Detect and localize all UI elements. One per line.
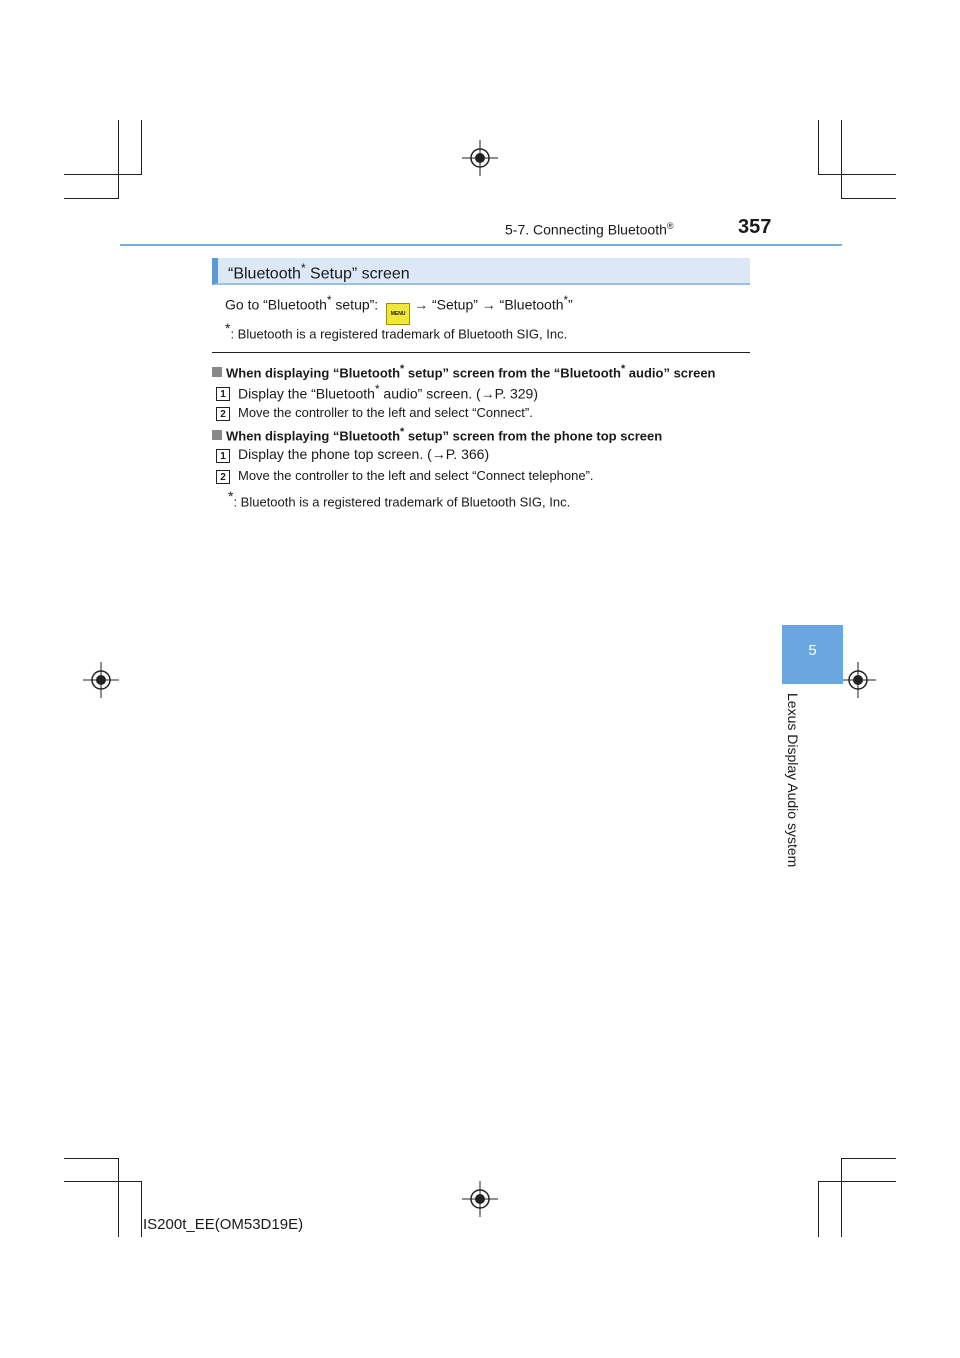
section-title: 5-7. Connecting Bluetooth [505, 221, 667, 238]
crop-mark [64, 198, 119, 199]
crop-mark [841, 120, 842, 199]
step-text: Move the controller to the left and select “Connect”. [238, 405, 533, 420]
divider [212, 352, 750, 353]
registered-mark: ® [666, 221, 674, 231]
crop-mark [64, 1158, 119, 1159]
registration-mark-icon [83, 662, 119, 698]
chapter-label: Lexus Display Audio system [785, 693, 801, 868]
crop-mark [818, 1181, 896, 1182]
subsection-heading: When displaying “Bluetooth* setup” screen from the phone top screen [212, 426, 662, 443]
step-text: Move the controller to the left and select “Connect telephone”. [238, 468, 594, 483]
chapter-tab [782, 625, 843, 684]
step-number: 1 [216, 449, 230, 463]
crop-mark [118, 1158, 119, 1237]
square-bullet-icon [212, 367, 222, 377]
intro-instruction: Go to “Bluetooth* setup”: MENU→ “Setup” → “Bluetooth*” [225, 294, 573, 325]
page-number: 357 [738, 216, 772, 238]
step-number: 2 [216, 407, 230, 421]
crop-mark [141, 1181, 142, 1237]
crop-mark [818, 1181, 819, 1237]
step-text: Display the “Bluetooth* audio” screen. (→P. 329) [238, 383, 539, 402]
registration-mark-icon [840, 662, 876, 698]
header-rule [120, 244, 842, 246]
document-code: IS200t_EE(OM53D19E) [143, 1216, 304, 1233]
page-title: “Bluetooth* Setup” screen [228, 261, 410, 283]
menu-button-icon: MENU [386, 303, 410, 325]
step-text: Display the phone top screen. (→P. 366) [238, 446, 490, 462]
crop-mark [841, 198, 896, 199]
crop-mark [841, 1158, 842, 1237]
crop-mark [818, 174, 896, 175]
registration-mark-icon [462, 140, 498, 176]
section-header [505, 221, 674, 238]
crop-mark [841, 1158, 896, 1159]
subsection-heading: When displaying “Bluetooth* setup” screen from the “Bluetooth* audio” screen [212, 363, 716, 380]
crop-mark [64, 1181, 142, 1182]
step-number: 2 [216, 470, 230, 484]
crop-mark [818, 120, 819, 174]
trademark-note: *: Bluetooth is a registered trademark of Bluetooth SIG, Inc. [228, 488, 571, 510]
section-title-bar [212, 258, 750, 285]
crop-mark [64, 174, 142, 175]
crop-mark [141, 120, 142, 174]
crop-mark [118, 120, 119, 199]
step-number: 1 [216, 387, 230, 401]
registration-mark-icon [462, 1181, 498, 1217]
trademark-note: *: Bluetooth is a registered trademark of Bluetooth SIG, Inc. [225, 320, 568, 342]
chapter-number: 5 [808, 642, 817, 659]
square-bullet-icon [212, 430, 222, 440]
